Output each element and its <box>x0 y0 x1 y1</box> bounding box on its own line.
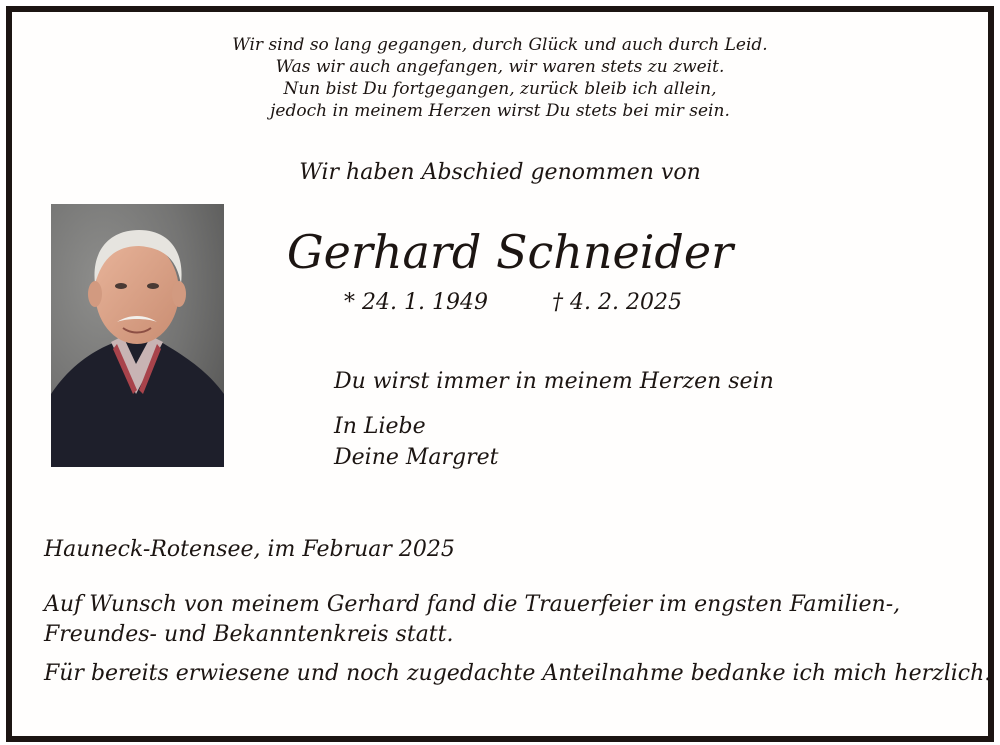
place-date: Hauneck-Rotensee, im Februar 2025 <box>44 537 455 562</box>
poem-line: jedoch in meinem Herzen wirst Du stets bei mir sein. <box>270 101 730 121</box>
poem <box>0 34 1000 122</box>
death-date: † 4. 2. 2025 <box>552 290 682 315</box>
poem-line: Nun bist Du fortgegangen, zurück bleib ich allein, <box>283 79 717 99</box>
closing-love: In Liebe <box>334 414 426 439</box>
portrait-photo <box>51 204 224 467</box>
note-line: Freundes- und Bekanntenkreis statt. <box>44 622 454 647</box>
birth-date: * 24. 1. 1949 <box>344 290 488 315</box>
note-line: Auf Wunsch von meinem Gerhard fand die Trauerfeier im engsten Familien-, <box>44 592 901 617</box>
farewell-intro: Wir haben Abschied genommen von <box>299 160 701 185</box>
closing-quote: Du wirst immer in meinem Herzen sein <box>334 369 774 394</box>
poem-line: Was wir auch angefangen, wir waren stets zu zweit. <box>275 57 725 77</box>
poem-line: Wir sind so lang gegangen, durch Glück und auch durch Leid. <box>232 35 768 55</box>
closing-signer: Deine Margret <box>334 445 499 470</box>
deceased-name: Gerhard Schneider <box>286 225 734 279</box>
note-line: Für bereits erwiesene und noch zugedachte Anteilnahme bedanke ich mich herzlich. <box>44 661 992 686</box>
